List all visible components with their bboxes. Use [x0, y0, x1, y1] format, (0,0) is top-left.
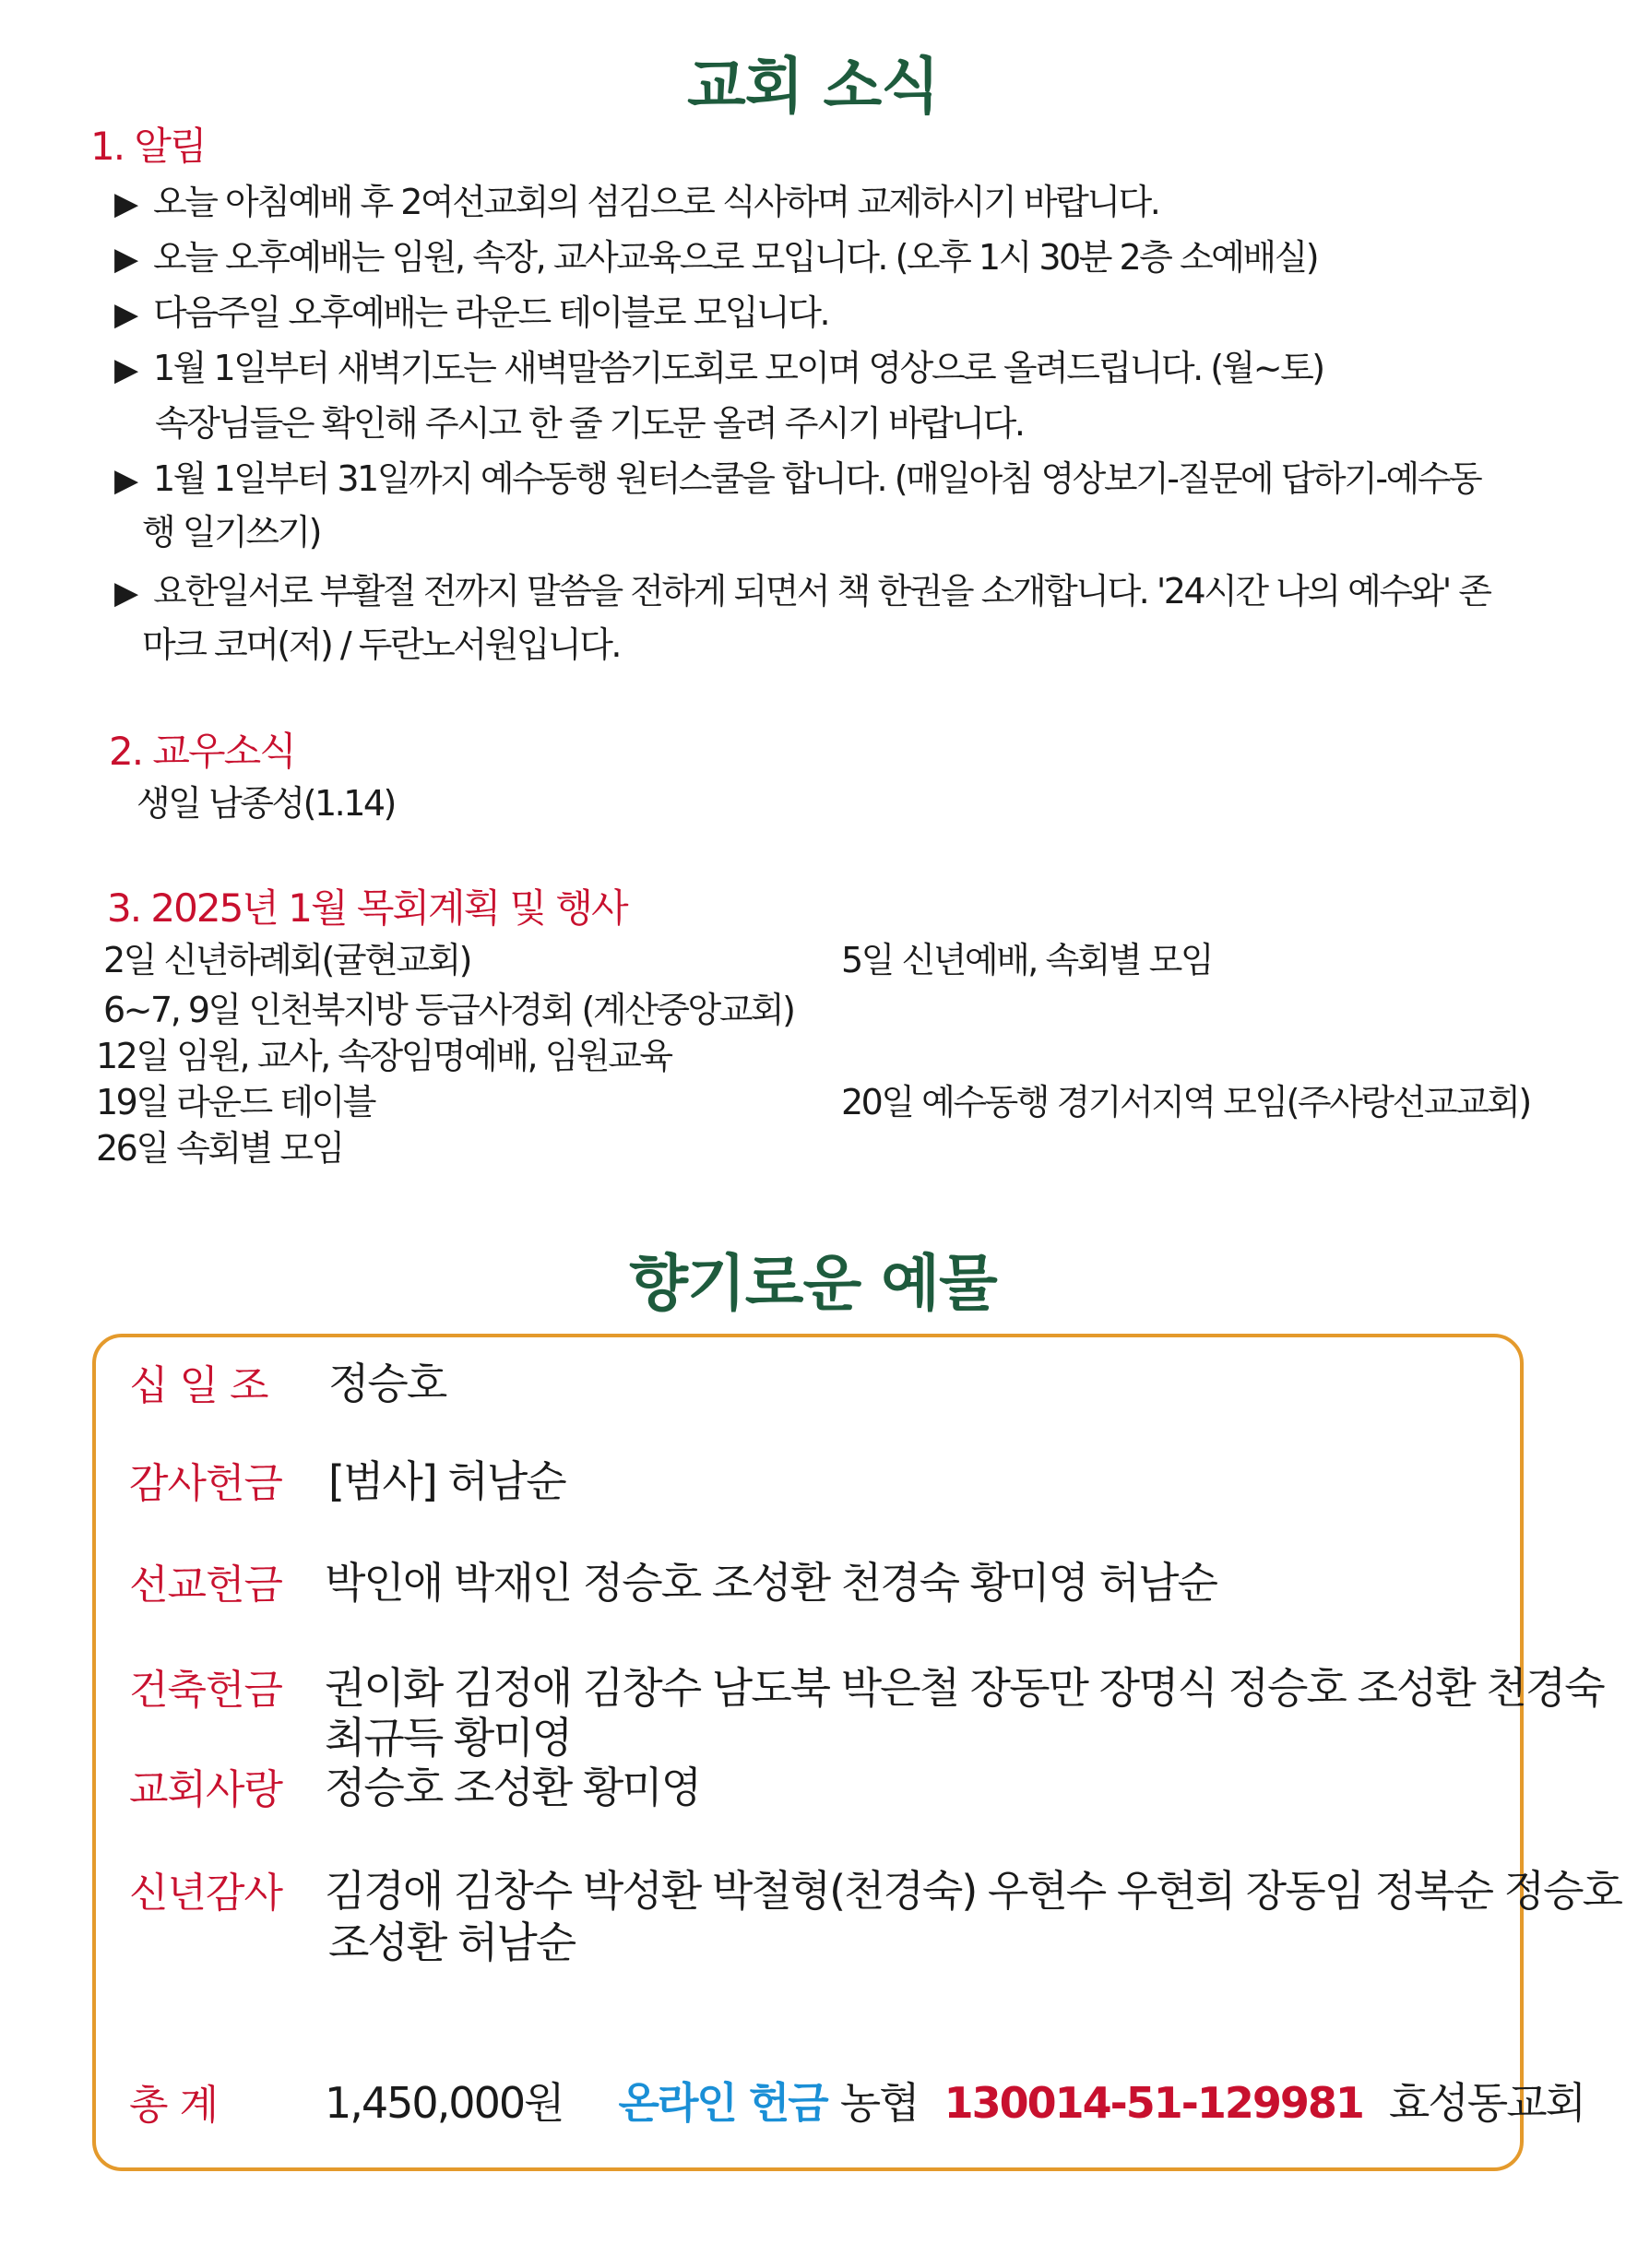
account-holder: 효성동교회 [1388, 2078, 1585, 2128]
offering-label: 건축헌금 [129, 1667, 283, 1714]
plan-heading: 3. 2025년 1월 목회계획 및 행사 [107, 885, 627, 931]
notice-text: 오늘 오후예배는 임원, 속장, 교사교육으로 모입니다. (오후 1시 30분 2층 소예배실) [153, 237, 1318, 278]
offering-label: 신년감사 [129, 1870, 283, 1917]
triangle-bullet-icon: ▶ [114, 462, 136, 499]
notice-text: 요한일서로 부활절 전까지 말씀을 전하게 되면서 책 한권을 소개합니다. '24시간 나의 예수와' 존 [153, 571, 1490, 612]
notice-text: 다음주일 오후예배는 라운드 테이블로 모입니다. [153, 292, 829, 333]
notice-text: 1월 1일부터 새벽기도는 새벽말씀기도회로 모이며 영상으로 올려드립니다. (월~토) [153, 348, 1323, 388]
online-offering-label: 온라인 헌금 [618, 2078, 827, 2128]
bank-name: 농협 [839, 2078, 919, 2128]
account-number: 130014-51-129981 [944, 2078, 1363, 2128]
offering-names: 김경애 김창수 박성환 박철형(천경숙) 우현수 우현희 장동임 정복순 정승호 [325, 1866, 1621, 1916]
event-item: 20일 예수동행 경기서지역 모임(주사랑선교교회) [841, 1082, 1530, 1122]
event-item: 5일 신년예배, 속회별 모임 [841, 940, 1213, 980]
members-text: 생일 남종성(1.14) [136, 783, 395, 824]
triangle-bullet-icon: ▶ [114, 351, 136, 388]
offering-label: 교회사랑 [129, 1766, 283, 1813]
event-item: 26일 속회별 모임 [96, 1128, 343, 1169]
offering-names: 최규득 황미영 [325, 1713, 572, 1763]
event-item: 12일 임원, 교사, 속장임명예배, 임원교육 [96, 1036, 671, 1076]
offering-label: 선교헌금 [129, 1561, 283, 1609]
offering-names: [범사] 허남순 [328, 1456, 565, 1506]
offering-names: 권이화 김정애 김창수 남도북 박은철 장동만 장명식 정승호 조성환 천경숙 [325, 1663, 1604, 1713]
notice-item [114, 450, 1480, 501]
triangle-bullet-icon: ▶ [114, 185, 136, 222]
offerings-box [92, 1334, 1524, 2171]
notice-item [114, 284, 828, 335]
members-heading: 2. 교우소식 [109, 729, 295, 774]
notice-continuation: 마크 코머(저) / 두란노서원입니다. [142, 624, 620, 665]
offering-names: 정승호 조성환 황미영 [325, 1763, 701, 1812]
notice-item [114, 339, 1323, 390]
event-item: 19일 라운드 테이블 [96, 1082, 374, 1122]
offering-names: 박인애 박재인 정승호 조성환 천경숙 황미영 허남순 [325, 1558, 1217, 1608]
triangle-bullet-icon: ▶ [114, 296, 136, 333]
triangle-bullet-icon: ▶ [114, 241, 136, 278]
notice-text: 오늘 아침예배 후 2여선교회의 섬김으로 식사하며 교제하시기 바랍니다. [153, 182, 1159, 222]
notices-heading: 1. 알림 [90, 124, 206, 169]
event-item: 2일 신년하례회(귤현교회) [103, 940, 470, 980]
notice-item [114, 173, 1158, 224]
notice-continuation: 속장님들은 확인해 주시고 한 줄 기도문 올려 주시기 바랍니다. [155, 403, 1024, 444]
total-line [325, 2070, 1584, 2131]
event-item: 6~7, 9일 인천북지방 등급사경회 (계산중앙교회) [103, 990, 794, 1030]
total-label: 총 계 [129, 2082, 218, 2129]
notice-item [114, 563, 1490, 613]
triangle-bullet-icon: ▶ [114, 575, 136, 612]
notice-continuation: 행 일기쓰기) [142, 512, 320, 552]
total-amount: 1,450,000원 [325, 2078, 564, 2128]
notice-text: 1월 1일부터 31일까지 예수동행 원터스쿨을 합니다. (매일아침 영상보기-질문에 답하기-예수동 [153, 458, 1481, 499]
news-title: 교회 소식 [686, 51, 939, 122]
offering-label: 십 일 조 [129, 1362, 268, 1409]
notice-item [114, 229, 1317, 279]
offerings-title: 향기로운 예물 [629, 1248, 997, 1319]
offering-label: 감사헌금 [129, 1460, 283, 1507]
offering-names: 조성환 허남순 [328, 1918, 576, 1967]
offering-names: 정승호 [328, 1359, 446, 1408]
